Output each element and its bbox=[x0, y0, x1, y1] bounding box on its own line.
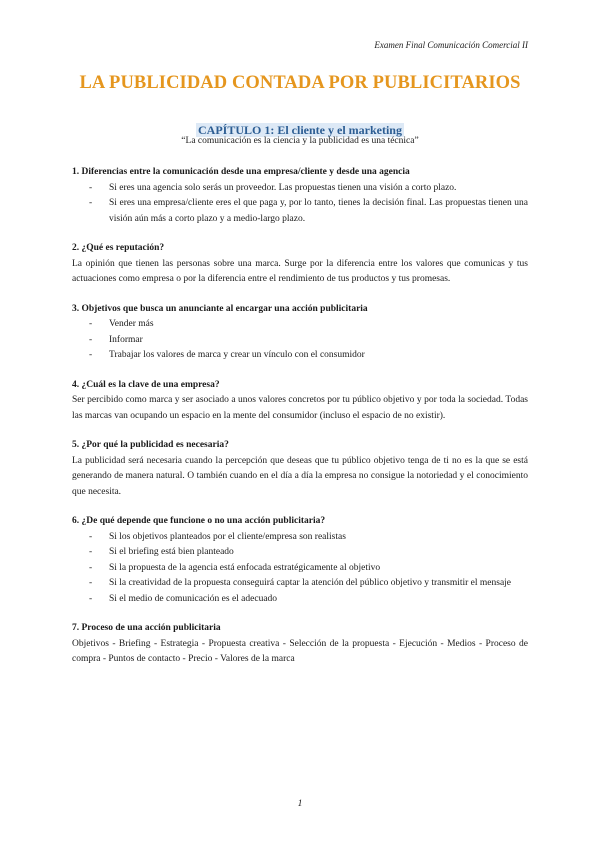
page-number: 1 bbox=[297, 799, 303, 809]
document-body bbox=[72, 165, 528, 668]
section-heading: 3. Objetivos que busca un anunciante al encargar una acción publicitaria bbox=[72, 303, 368, 314]
list-item: - Si el medio de comunicación es el adecuado bbox=[72, 592, 528, 608]
section-2 bbox=[72, 241, 528, 288]
section-3 bbox=[72, 302, 528, 364]
section-heading: 4. ¿Cuál es la clave de una empresa? bbox=[72, 379, 220, 390]
section-heading: 2. ¿Qué es reputación? bbox=[72, 243, 165, 253]
list-item: - Trabajar los valores de marca y crear un vínculo con el consumidor bbox=[72, 348, 528, 364]
section-5 bbox=[72, 438, 528, 500]
chapter-quote: “La comunicación es la ciencia y la publicidad es una técnica” bbox=[181, 136, 419, 146]
section-text: La opinión que tienen las personas sobre una marca. Surge por la diferencia entre los valores que comunicas y tus actuaciones como empresa o por la diferencia entre el rendimiento de tus productos y tus promesas. bbox=[72, 258, 528, 284]
list-item: - Si los objetivos planteados por el cliente/empresa son realistas bbox=[72, 530, 528, 546]
list-item: - Si la propuesta de la agencia está enfocada estratégicamente al objetivo bbox=[72, 561, 528, 577]
list-item: - Si el briefing está bien planteado bbox=[72, 545, 528, 561]
bullet-list bbox=[72, 317, 528, 364]
section-text: La publicidad será necesaria cuando la percepción que deseas que tu público objetivo tenga de ti no es la que se está generando de manera natural. O también cuando en el día a día la empresa no consigue la notoriedad y el conocimiento que necesita. bbox=[72, 455, 528, 497]
section-heading: 5. ¿Por qué la publicidad es necesaria? bbox=[72, 440, 229, 450]
document-title: LA PUBLICIDAD CONTADA POR PUBLICITARIOS bbox=[79, 73, 521, 93]
section-heading: 7. Proceso de una acción publicitaria bbox=[72, 623, 221, 633]
section-1 bbox=[72, 165, 528, 227]
chapter-heading-text: CAPÍTULO 1: El cliente y el marketing bbox=[198, 123, 402, 137]
section-4 bbox=[72, 378, 528, 425]
list-item: - Si la creatividad de la propuesta conseguirá captar la atención del público objetivo y transmitir el mensaje bbox=[72, 576, 528, 592]
section-heading: 6. ¿De qué depende que funcione o no una acción publicitaria? bbox=[72, 516, 326, 526]
list-item: - Informar bbox=[72, 333, 528, 349]
bullet-list bbox=[72, 530, 528, 608]
section-6 bbox=[72, 514, 528, 607]
list-item: - Vender más bbox=[72, 317, 528, 333]
running-header: Examen Final Comunicación Comercial II bbox=[374, 40, 528, 50]
list-item: - Si eres una agencia solo serás un proveedor. Las propuestas tienen una visión a corto plazo. bbox=[72, 181, 528, 197]
section-7 bbox=[72, 621, 528, 668]
section-text: Objetivos - Briefing - Estrategia - Propuesta creativa - Selección de la propuesta - Ejecución - Medios - Proceso de compra - Puntos de contacto - Precio - Valores de la marca bbox=[72, 638, 528, 664]
bullet-list bbox=[72, 181, 528, 228]
section-heading: 1. Diferencias entre la comunicación desde una empresa/cliente y desde una agencia bbox=[72, 167, 410, 177]
section-text: Ser percibido como marca y ser asociado a unos valores concretos por tu público objetivo y por toda la sociedad. Todas las marcas van ocupando un espacio en la mente del consumidor (incluso el espacio de no existir). bbox=[72, 395, 528, 421]
list-item: - Si eres una empresa/cliente eres el que paga y, por lo tanto, tienes la decisión final. Las propuestas tienen una visión aún más a corto plazo y a medio-largo plazo. bbox=[72, 196, 528, 227]
